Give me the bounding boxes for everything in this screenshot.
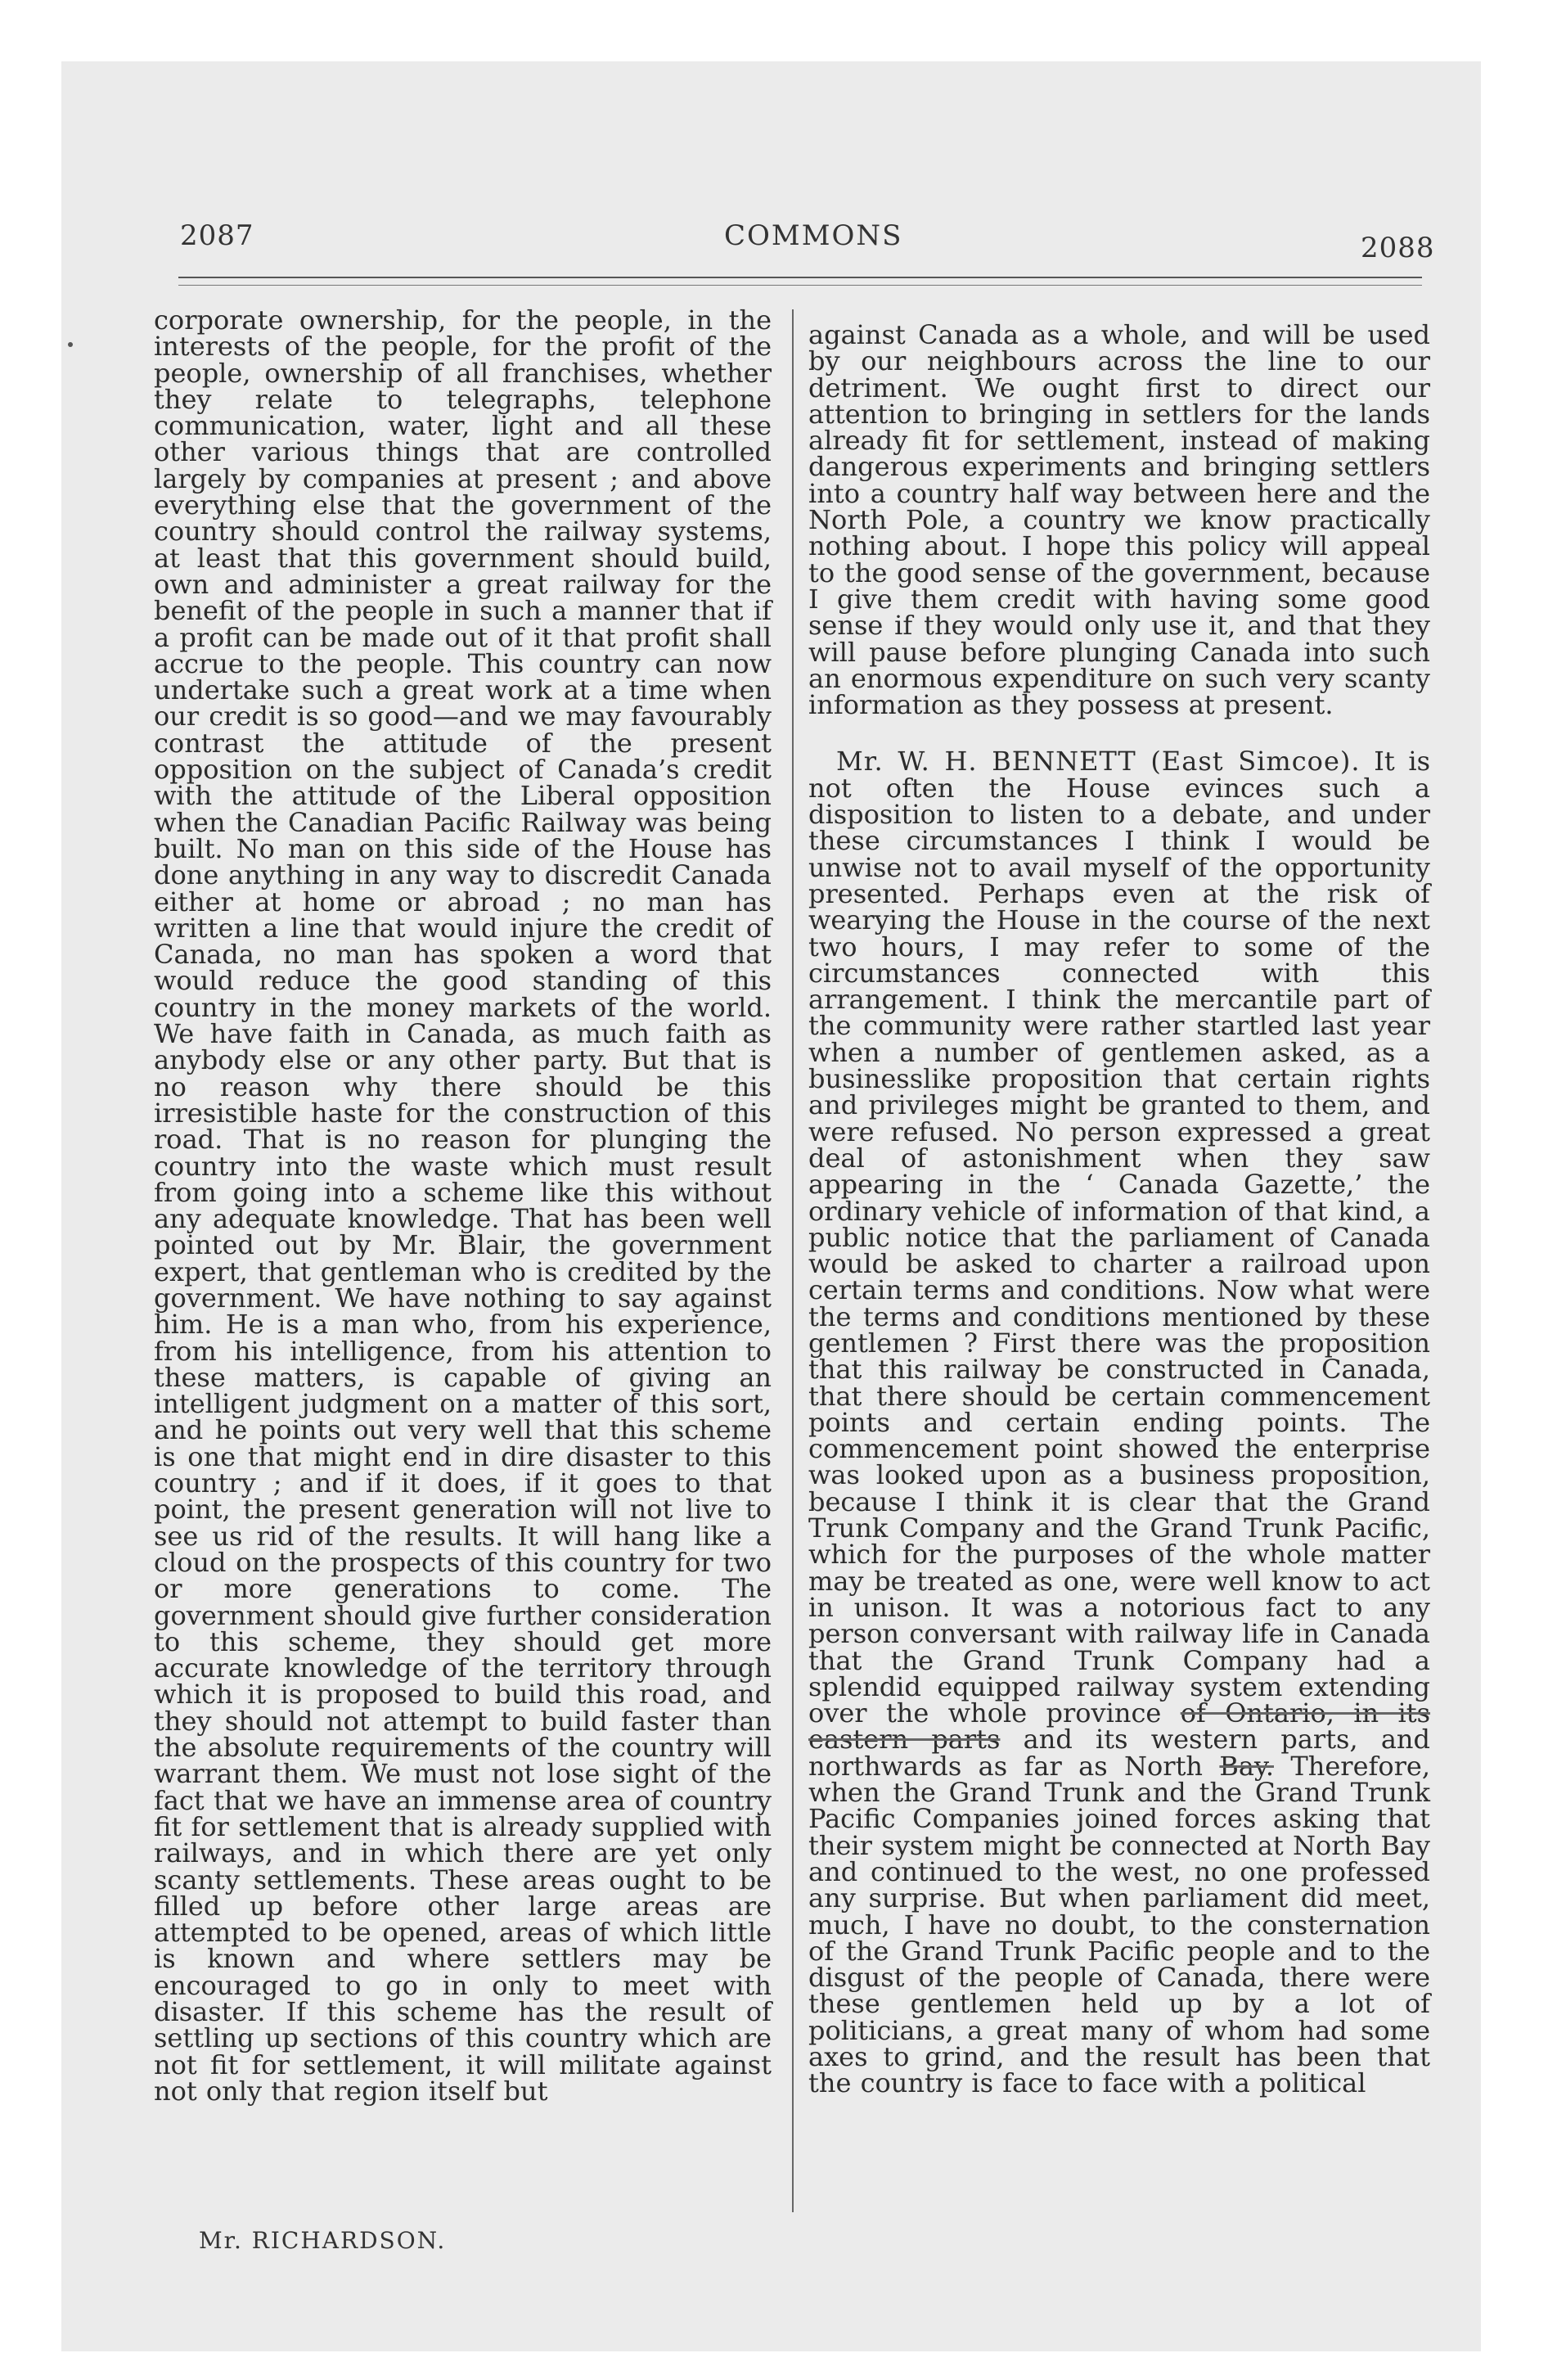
right-column-paragraph-2 [808,746,1431,2099]
footer-speaker: Mr. RICHARDSON. [199,2227,447,2254]
page-number-right: 2088 [1361,232,1435,264]
left-column [154,304,772,2107]
speech-text-c: Therefore, when the Grand Trunk and the Grand Trunk Pacific Companies joined forces asking that their system might be connected at North Bay and continued to the west, no one professed any surprise. But when parliament did meet, much, I have no doubt, to the consternation of the Grand Trunk Pacific people and to the disgust of the people of Canada, there were these gentlemen held up by a lot of politicians, a great many of whom had some axes to grind, and the result has been that the country is face to face with a political [808,1750,1431,2099]
page-title: COMMONS [724,219,903,252]
page-number-left: 2087 [180,219,254,252]
right-column-paragraph-1: against Canada as a whole, and will be used by our neighbours across the line to our detriment. We ought first to direct our attention to bringing in settlers for the lands already fit for settlement, instead of making dangerous experiments and bringing settlers into a country half way between here and the North Pole, a country we know practically nothing about. I hope this policy will appeal to the good sense of the government, because I give them credit with having some good sense if they would only use it, and that they will pause before plunging Canada into such an enormous expenditure on such very scanty information as they possess at present. [808,319,1430,721]
left-column-text: corporate ownership, for the people, in the interests of the people, for the profit of the people, ownership of all franchises, whether they relate to telegraphs, telephone communication, water, light and all these other various things that are controlled largely by companies at present ; and above everything else that the government of the country should control the railway systems, at least that this government should build, own and administer a great railway for the benefit of the people in such a manner that if a profit can be made out of it that profit shall accrue to the people. This country can now undertake such a great work at a time when our credit is so good—and we may favourably contrast the attitude of the present opposition on the subject of Canada’s credit with the attitude of the Liberal opposition when the Canadian Pacific Railway was being built. No man on this side of the House has done anything in any way to discredit Canada either at home or abroad ; no man has written a line that would injure the credit of Canada, no man has spoken a word that would reduce the good standing of this country in the money markets of the world. We have faith in Canada, as much faith as anybody else or any other party. But that is no reason why there should be this irresistible haste for the construction of this road. That is no reason for plunging the country into the waste which must result from going into a scheme like this without any adequate knowledge. That has been well pointed out by Mr. Blair, the government expert, that gentleman who is credited by the government. We have nothing to say against him. He is a man who, from his experience, from his intelligence, from his attention to these matters, is capable of giving an intelligent judgment on a matter of this sort, and he points out very well that this scheme is one that might end in dire disaster to this country ; and if it does, if it goes to that point, the present generation will not live to see us rid of the results. It will hang like a cloud on the prospects of this country for two or more generations to come. The government should give further consideration to this scheme, they should get more accurate knowledge of the territory through which it is proposed to build this road, and they should not attempt to build faster than the absolute requirements of the country will warrant them. We must not lose sight of the fact that we have an immense area of country fit for settlement that is already supplied with railways, and in which there are yet only scanty settlements. These areas ought to be filled up before other large areas are attempted to be opened, areas of which little is known and where settlers may be encouraged to go in only to meet with disaster. If this scheme has the result of settling up sections of this country which are not fit for settlement, it will militate against not only that region itself but [154,304,772,2107]
right-column [808,319,1431,2099]
speech-text-b: and its western parts, and northwards as far as North [808,1724,1431,1782]
margin-mark [68,342,73,347]
struck-text-2: Bay. [1219,1750,1274,1782]
header-rule [178,277,1422,278]
struck-text-1: of Ontario, in its eastern parts [808,1697,1431,1756]
speaker-name: Mr. W. H. BENNETT (East Simcoe). [836,746,1361,778]
column-divider [792,309,794,2212]
header-rule-thin [178,285,1422,286]
speech-text-a: It is not often the House evinces such a disposition to listen to a debate, and under these circumstances I think I would be unwise not to avail myself of the opportunity presented. Perhaps even at the risk of wearying the House in the course of the next two hours, I may refer to some of the circumstances connected with this arrangement. I think the mercantile part of the community were rather startled last year when a number of gentlemen asked, as a businesslike proposition that certain rights and privileges might be granted to them, and were refused. No person expressed a great deal of astonishment when they saw appearing in the ‘ Canada Gazette,’ the ordinary vehicle of information of that kind, a public notice that the parliament of Canada would be asked to charter a railroad upon certain terms and conditions. Now what were the terms and conditions mentioned by these gentlemen ? First there was the proposition that this railway be constructed in Canada, that there should be certain commencement points and certain ending points. The commencement point showed the enterprise was looked upon as a business proposition, because I think it is clear that the Grand Trunk Company and the Grand Trunk Pacific, which for the purposes of the whole matter may be treated as one, were well know to act in unison. It was a notorious fact to any person conversant with railway life in Canada that the Grand Trunk Company had a splendid equipped railway system extending over the whole province [808,746,1431,1729]
